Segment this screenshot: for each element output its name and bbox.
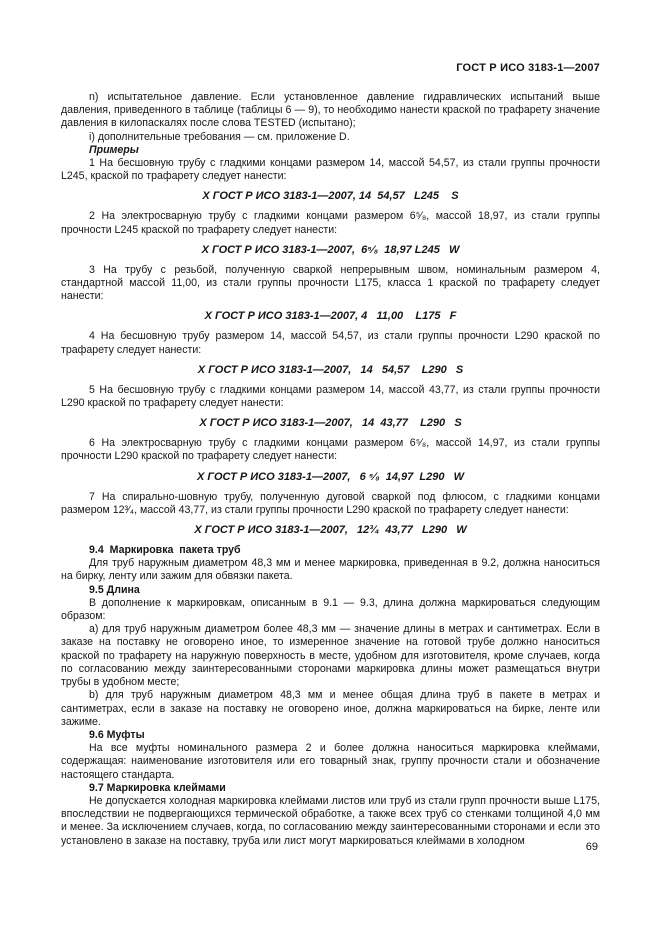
examples-title: Примеры bbox=[89, 143, 139, 156]
example-text: 4 На бесшовную трубу размером 14, массой 54,57, из стали группы прочности L290 краской по трафарету следует нанести: bbox=[61, 330, 600, 356]
section-heading-9-6: 9.6 Муфты bbox=[89, 728, 145, 741]
paragraph-additional-requirements: i) дополнительные требования — см. приложение D. bbox=[89, 130, 350, 143]
example-text: 6 На электросварную трубу с гладкими концами размером 6⁵⁄₈, массой 14,97, из стали группы прочности L290 краской по трафарету следует нанести: bbox=[61, 437, 600, 463]
example-marking-formula: Х ГОСТ Р ИСО 3183-1—2007, 4 11,00 L175 F bbox=[204, 310, 457, 323]
example-marking-formula: Х ГОСТ Р ИСО 3183-1—2007, 6⁵⁄₈ 18,97 L245 W bbox=[201, 243, 460, 256]
paragraph-test-pressure: n) испытательное давление. Если установленное давление гидравлических испытаний выше давления, приведенного в таблице (таблицы 6 — 9), то необходимо нанести краской по трафарету значение давления в килопаскалях после слова TESTED (испытано); bbox=[61, 91, 600, 130]
document-designation-header: ГОСТ Р ИСО 3183-1—2007 bbox=[456, 62, 600, 74]
section-paragraph-list-b: b) для труб наружным диаметром 48,3 мм и менее общая длина труб в пакете в метрах и сантиметрах, если в заказе на поставку не оговорено иное, должна маркироваться на бирке, ленте или зажиме. bbox=[61, 689, 600, 728]
example-marking-formula: Х ГОСТ Р ИСО 3183-1—2007, 6 ⁵⁄₈ 14,97 L290 W bbox=[196, 470, 464, 483]
page-number: 69 bbox=[585, 841, 598, 853]
example-marking-formula: Х ГОСТ Р ИСО 3183-1—2007, 12³⁄₄ 43,77 L290 W bbox=[194, 524, 467, 537]
example-marking-formula: Х ГОСТ Р ИСО 3183-1—2007, 14 54,57 L290 S bbox=[197, 363, 464, 376]
section-paragraph: На все муфты номинального размера 2 и более должна наноситься маркировка клеймами, содержащая: наименование изготовителя или его товарный знак, группу прочности стали и обозначение настоящего стандарта. bbox=[61, 742, 600, 781]
section-paragraph: Для труб наружным диаметром 48,3 мм и менее маркировка, приведенная в 9.2, должна наноситься на бирку, ленту или зажим для обвязки пакета. bbox=[61, 557, 600, 583]
example-text: 1 На бесшовную трубу с гладкими концами размером 14, массой 54,57, из стали группы прочности L245, краской по трафарету следует нанести: bbox=[61, 157, 600, 183]
section-paragraph-list-a: a) для труб наружным диаметром более 48,3 мм — значение длины в метрах и сантиметрах. Если в заказе на поставку не оговорено иное, то измеренное значение на готовой трубе должно наноситься краской по трафарету на наружную поверхность в месте, удобном для изготовителя, кроме случаев, когда по согласованию между заинтересованными сторонами маркировка длины может размещаться внутри трубы в удобном месте; bbox=[61, 623, 600, 689]
example-marking-formula: Х ГОСТ Р ИСО 3183-1—2007, 14 54,57 L245 S bbox=[202, 190, 459, 203]
section-heading-9-7: 9.7 Маркировка клеймами bbox=[89, 781, 226, 794]
section-heading-9-4: 9.4 Маркировка пакета труб bbox=[89, 544, 241, 557]
example-text: 5 На бесшовную трубу с гладкими концами размером 14, массой 43,77, из стали группы прочности L290 краской по трафарету следует нанести: bbox=[61, 383, 600, 410]
example-text: 3 На трубу с резьбой, полученную сваркой непрерывным швом, номинальным размером 4, стандартной массой 11,00, из стали группы прочности L175, класса 1 краской по трафарету следует нанести: bbox=[61, 263, 600, 303]
document-body bbox=[61, 91, 600, 848]
example-text: 2 На электросварную трубу с гладкими концами размером 6⁵⁄₈, массой 18,97, из стали группы прочности L245 краской по трафарету следует нанести: bbox=[61, 210, 600, 236]
section-heading-9-5: 9.5 Длина bbox=[89, 583, 140, 596]
example-marking-formula: Х ГОСТ Р ИСО 3183-1—2007, 14 43,77 L290 S bbox=[199, 417, 462, 430]
section-paragraph: В дополнение к маркировкам, описанным в 9.1 — 9.3, длина должна маркироваться следующим образом: bbox=[61, 596, 600, 623]
section-paragraph: Не допускается холодная маркировка клеймами листов или труб из стали групп прочности выше L175, впоследствии не подвергающихся термической обработке, а также всех труб со стенками толщиной 4,0 мм и менее. За исключением случаев, когда, по согласованию между заинтересованными сторонами и если это установлено в заказе на поставку, труба или лист могут маркироваться клеймами в холодном bbox=[61, 794, 600, 847]
example-text: 7 На спирально-шовную трубу, полученную дуговой сваркой под флюсом, с гладкими концами размером 12³⁄₄, массой 43,77, из стали группы прочности L290 краской по трафарету следует нанести: bbox=[61, 490, 600, 516]
